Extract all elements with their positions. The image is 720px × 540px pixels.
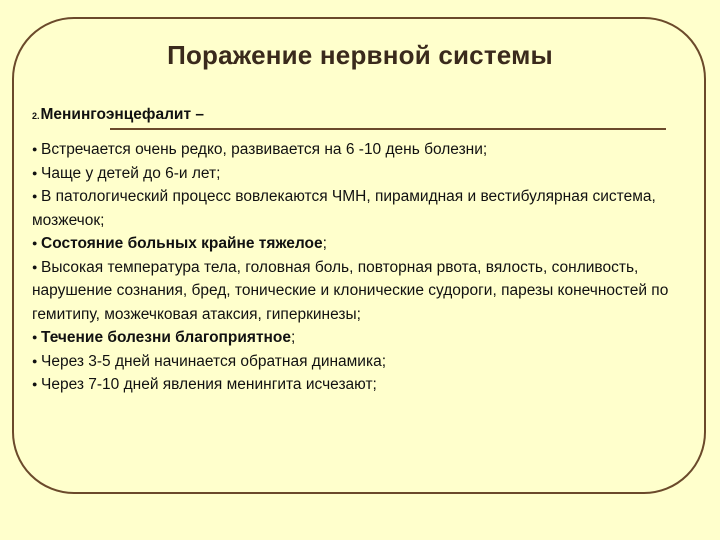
list-item: [32, 256, 696, 327]
bullet-icon: ●: [32, 238, 38, 248]
list-item-tail: ;: [322, 235, 327, 252]
bullet-list: [32, 138, 696, 397]
list-item-text: Через 7-10 дней явления менингита исчезают;: [41, 376, 377, 393]
list-item-tail: ;: [291, 329, 296, 346]
bullet-icon: ●: [32, 355, 38, 366]
list-item: [32, 138, 696, 162]
bullet-icon: ●: [32, 261, 38, 272]
list-item: [32, 162, 696, 186]
list-item-text: Течение болезни благоприятное: [41, 329, 292, 346]
bullet-icon: ●: [32, 191, 38, 201]
section-heading: [32, 106, 204, 124]
list-item: [32, 373, 696, 397]
list-item: [32, 185, 696, 232]
bullet-icon: ●: [32, 379, 38, 389]
list-item-text: Чаще у детей до 6-и лет;: [41, 164, 221, 182]
list-item-text: Через 3-5 дней начинается обратная динамика;: [41, 352, 387, 370]
list-item-text: В патологический процесс вовлекаются ЧМН, пирамидная и вестибулярная система, мозжечок;: [32, 188, 656, 229]
section-number: 2.: [32, 111, 40, 121]
section-heading-text: Менингоэнцефалит –: [40, 106, 204, 123]
list-item: [32, 326, 696, 350]
heading-underline: [110, 128, 666, 130]
list-item-text: Состояние больных крайне тяжелое: [41, 235, 323, 252]
bullet-icon: ●: [32, 167, 38, 178]
list-item-text: Встречается очень редко, развивается на 6 -10 день болезни;: [41, 141, 488, 158]
bullet-icon: ●: [32, 144, 38, 154]
bullet-icon: ●: [32, 332, 38, 342]
list-item-text: Высокая температура тела, головная боль, повторная рвота, вялость, сонливость, нарушение сознания, бред, тонические и клонические судороги, парезы конечностей по гемитипу, мозжечковая атаксия, гиперкинезы;: [32, 258, 669, 323]
slide-title: Поражение нервной системы: [167, 40, 553, 70]
list-item: [32, 232, 696, 256]
list-item: [32, 350, 696, 374]
